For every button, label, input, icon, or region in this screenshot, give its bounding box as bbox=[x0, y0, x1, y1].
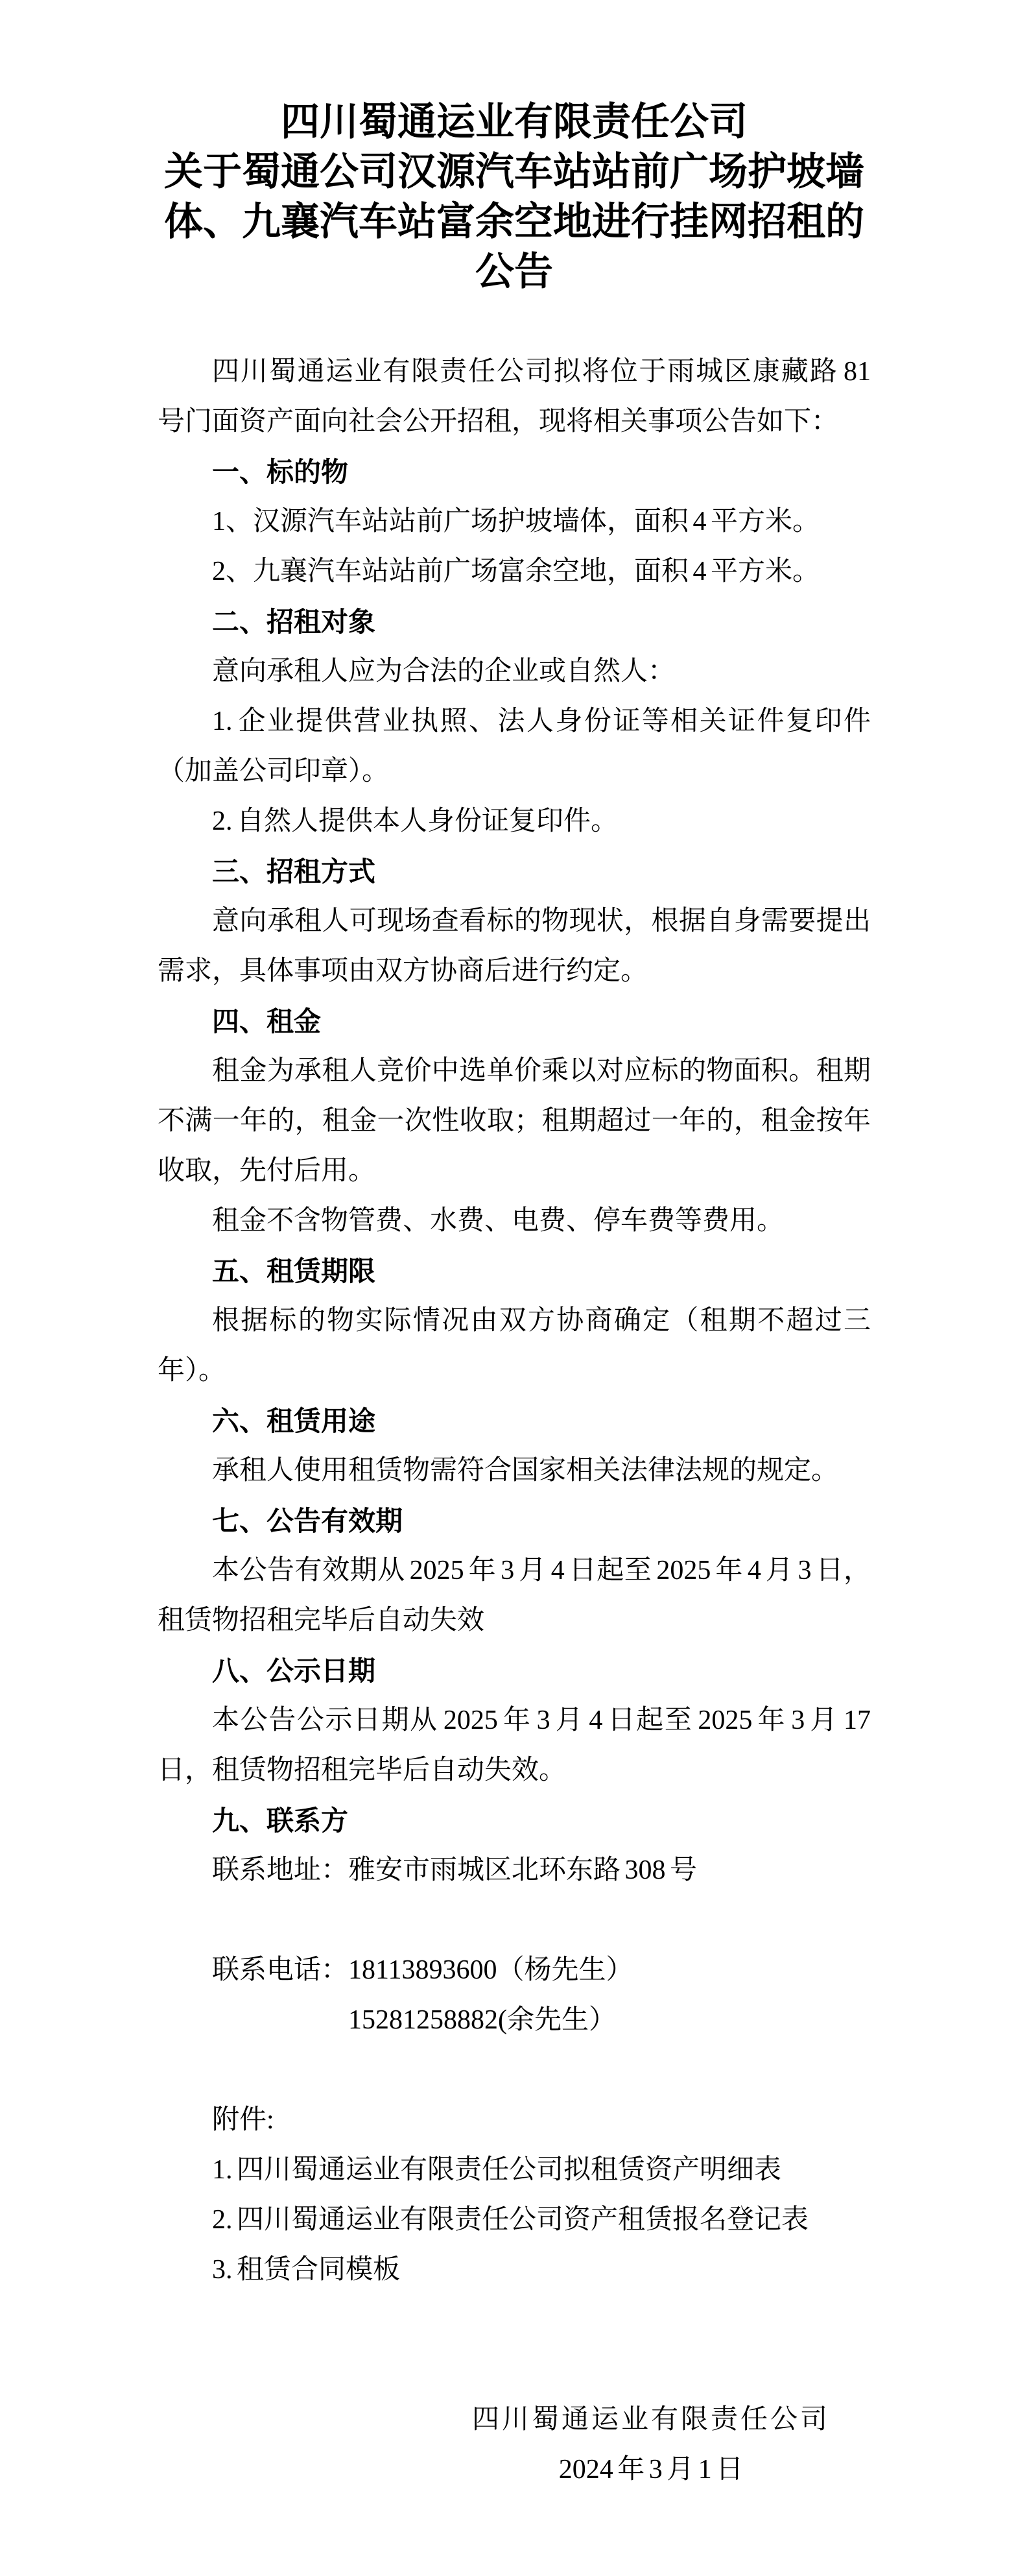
section-heading: 五、租赁期限 bbox=[212, 1256, 376, 1286]
section-heading: 七、公告有效期 bbox=[212, 1506, 403, 1536]
body-line: 意向承租人可现场查看标的物现状，根据自身需要提出 bbox=[212, 906, 871, 936]
attachment-item: 2. 四川蜀通运业有限责任公司资产租赁报名登记表 bbox=[212, 2205, 809, 2235]
title-line: 公告 bbox=[475, 250, 553, 293]
section-heading: 八、公示日期 bbox=[212, 1655, 376, 1686]
body-line: 年）。 bbox=[158, 1356, 226, 1386]
body-line: 本公告公示日期从 2025 年 3 月 4 日起至 2025 年 3 月 17 bbox=[212, 1705, 871, 1735]
signature-company: 四川蜀通运业有限责任公司 bbox=[471, 2405, 830, 2435]
body-line: 意向承租人应为合法的企业或自然人： bbox=[212, 656, 676, 686]
body-line: 1. 企业提供营业执照、法人身份证等相关证件复印件 bbox=[212, 706, 871, 736]
body-line: 需求，具体事项由双方协商后进行约定。 bbox=[158, 956, 648, 986]
attachments-list bbox=[158, 2145, 871, 2295]
body-line: 租金不含物管费、水费、电费、停车费等费用。 bbox=[212, 1206, 785, 1236]
spacer bbox=[158, 2345, 871, 2395]
body-line: 联系地址：雅安市雨城区北环东路 308 号 bbox=[212, 1855, 698, 1885]
body-line: 根据标的物实际情况由双方协商确定（租期不超过三 bbox=[212, 1306, 871, 1336]
body-line: 日，租赁物招租完毕后自动失效。 bbox=[158, 1755, 567, 1785]
signature-date: 2024 年 3 月 1 日 bbox=[558, 2455, 744, 2485]
spacer bbox=[158, 2295, 871, 2345]
attachment-item: 1. 四川蜀通运业有限责任公司拟租赁资产明细表 bbox=[212, 2155, 782, 2185]
title-line: 四川蜀通运业有限责任公司 bbox=[281, 101, 748, 143]
document-sections bbox=[158, 447, 871, 1896]
body-line: 四川蜀通运业有限责任公司拟将位于雨城区康藏路 81 bbox=[212, 357, 871, 387]
section-heading: 三、招租方式 bbox=[212, 856, 376, 887]
body-line: 本公告有效期从 2025 年 3 月 4 日起至 2025 年 4 月 3 日， bbox=[212, 1556, 871, 1585]
body-line: 承租人使用租赁物需符合国家相关法律法规的规定。 bbox=[212, 1456, 839, 1486]
contact-phone-line-1: 联系电话：18113893600（杨先生） bbox=[212, 1955, 633, 1985]
section-heading: 一、标的物 bbox=[212, 457, 349, 487]
body-line: 租赁物招租完毕后自动失效 bbox=[158, 1606, 485, 1635]
body-line: 收取，先付后用。 bbox=[158, 1156, 376, 1186]
document-title bbox=[158, 97, 871, 297]
body-line: 不满一年的，租金一次性收取；租期超过一年的，租金按年 bbox=[158, 1106, 871, 1136]
attachment-item: 3. 租赁合同模板 bbox=[212, 2255, 401, 2285]
spacer bbox=[158, 1896, 871, 1945]
body-line: 1、汉源汽车站站前广场护坡墙体，面积 4 平方米。 bbox=[212, 507, 820, 536]
attachments-label: 附件: bbox=[212, 2105, 274, 2135]
intro-paragraph bbox=[158, 347, 871, 447]
spacer bbox=[158, 297, 871, 347]
spacer bbox=[158, 2045, 871, 2095]
body-line: 租金为承租人竞价中选单价乘以对应标的物面积。租期 bbox=[212, 1056, 871, 1086]
section-heading: 四、租金 bbox=[212, 1006, 322, 1037]
body-line: （加盖公司印章）。 bbox=[158, 756, 390, 786]
contact-phone-line-2: 15281258882(余先生） bbox=[348, 2005, 616, 2035]
body-line: 2. 自然人提供本人身份证复印件。 bbox=[212, 806, 619, 836]
section-heading: 九、联系方 bbox=[212, 1805, 349, 1836]
title-line: 体、九襄汽车站富余空地进行挂网招租的 bbox=[164, 200, 864, 243]
body-line: 号门面资产面向社会公开招租，现将相关事项公告如下： bbox=[158, 407, 839, 437]
title-line: 关于蜀通公司汉源汽车站站前广场护坡墙 bbox=[164, 150, 864, 193]
signature-block bbox=[472, 2395, 830, 2495]
section-heading: 二、招租对象 bbox=[212, 607, 376, 637]
body-line: 2、九襄汽车站站前广场富余空地，面积 4 平方米。 bbox=[212, 557, 820, 586]
section-heading: 六、租赁用途 bbox=[212, 1406, 376, 1436]
